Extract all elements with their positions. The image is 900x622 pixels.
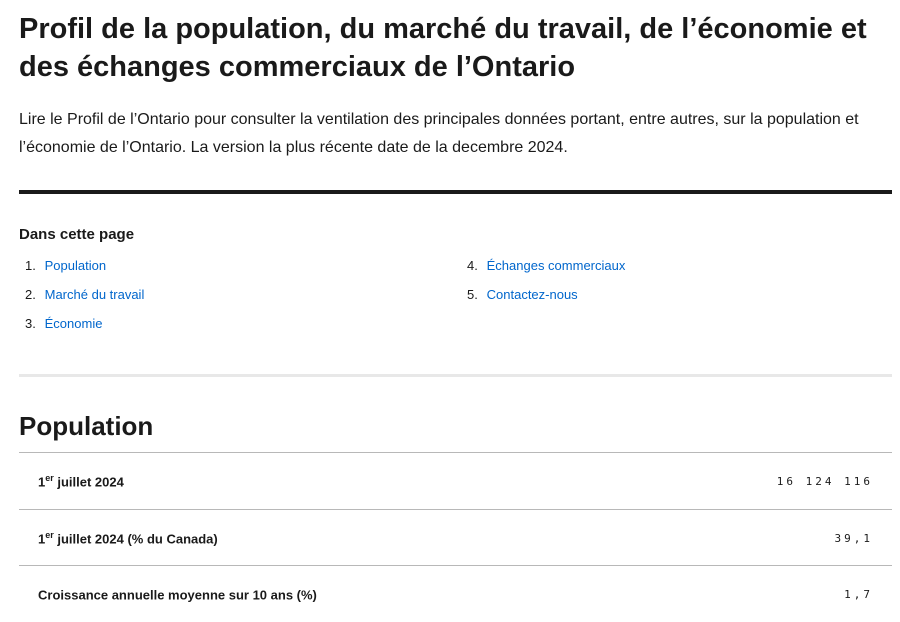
toc-link-population[interactable]: Population <box>44 258 107 273</box>
row-label: Croissance annuelle moyenne sur 10 ans (%) <box>38 587 317 603</box>
toc-item-number: 5. <box>467 287 478 302</box>
row-value: 39,1 <box>834 532 873 545</box>
toc-item-number: 1. <box>25 258 36 273</box>
page-title: Profil de la population, du marché du travail, de l’économie et des échanges commerciaux de l’Ontario <box>19 13 867 83</box>
row-label: 1er juillet 2024 (% du Canada) <box>38 530 218 547</box>
toc-link-economie[interactable]: Économie <box>44 316 103 331</box>
toc-link-contactez-nous[interactable]: Contactez-nous <box>486 287 578 302</box>
toc-item-number: 3. <box>25 316 36 331</box>
toc-item-marche-du-travail <box>25 286 144 304</box>
divider-light <box>19 374 892 377</box>
toc-item-number: 4. <box>467 258 478 273</box>
toc-item-economie <box>25 315 102 333</box>
intro-paragraph: Lire le Profil de l’Ontario pour consulter la ventilation des principales données portant, entre autres, sur la population et l’économie de l’Ontario. La version la plus récente date de la decembre 2024. <box>19 111 859 156</box>
toc-link-marche-du-travail[interactable]: Marché du travail <box>44 287 145 302</box>
divider-thick <box>19 190 892 194</box>
toc-item-population <box>25 257 106 275</box>
row-value: 1,7 <box>844 588 873 601</box>
table-row <box>19 509 892 566</box>
table-row <box>19 565 892 622</box>
section-heading-population: Population <box>19 411 154 441</box>
table-row <box>19 452 892 509</box>
toc-item-number: 2. <box>25 287 36 302</box>
toc-link-echanges-commerciaux[interactable]: Échanges commerciaux <box>486 258 626 273</box>
toc-item-echanges-commerciaux <box>467 257 625 275</box>
row-value: 16 124 116 <box>776 475 873 488</box>
row-label: 1er juillet 2024 <box>38 473 124 490</box>
toc-item-contactez-nous <box>467 286 578 304</box>
toc-title: Dans cette page <box>19 226 135 243</box>
